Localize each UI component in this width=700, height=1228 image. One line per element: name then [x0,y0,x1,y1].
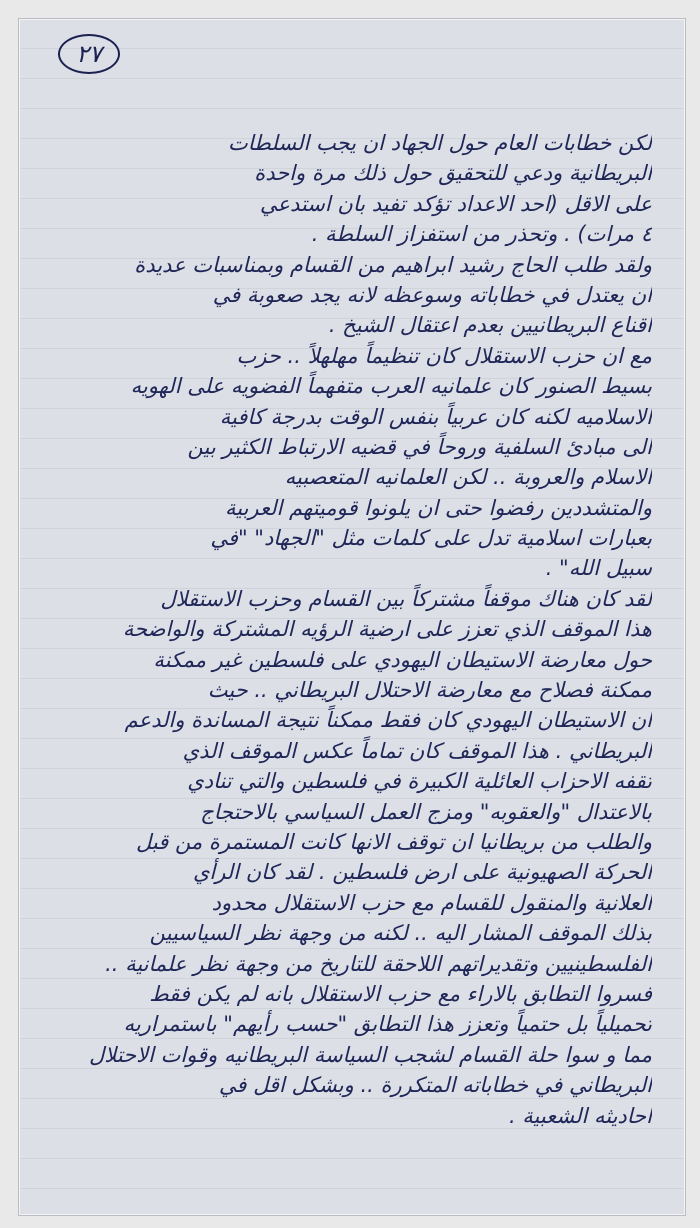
text-line: البريطانية ودعي للتحقيق حول ذلك مرة واحدة [254,161,652,186]
text-line: بعبارات اسلامية تدل على كلمات مثل "الجهاد" "في [210,526,652,551]
text-line: ان يعتدل في خطاباته وسوعظه لانه يجد صعوبة في [212,282,652,307]
text-line: تقفه الاحزاب العائلية الكبيرة في فلسطين والتي تنادي [187,769,652,794]
text-line: والمتشددين رفضوا حتى ان يلونوا قوميتهم العربية [224,495,652,520]
text-line: الاسلاميه لكنه كان عربياً بنفس الوقت بدرجة كافية [219,404,652,429]
text-line: الفلسطينيين وتقديراتهم اللاحقة للتاريخ من وجهة نظر علمانية .. [105,951,652,976]
text-line: والطلب من بريطانيا ان توقف الانها كانت المستمرة من قبل [136,829,652,854]
circled-page-number [58,34,120,74]
text-line: مع ان حزب الاستقلال كان تنظيماً مهلهلاً .. حزب [236,343,652,368]
text-line: مما و سوا حلة القسام لشجب السياسة البريطانيه وقوات الاحتلال [89,1042,652,1067]
text-line: على الاقل (احد الاعداد تؤكد تفيد بان استدعي [259,191,652,216]
text-line: ممكنة فصلاح مع معارضة الاحتلال البريطاني .. حيث [207,678,652,703]
text-line: لكن خطابات العام حول الجهاد ان يجب السلطات [228,131,652,155]
text-line: بالاعتدال "والعقوبه" ومزج العمل السياسي بالاحتجاج [200,799,652,824]
text-line: العلانية والمنقول للقسام مع حزب الاستقلال محدود [211,890,652,915]
text-line: حول معارضة الاستيطان اليهودي على فلسطين غير ممكنة [153,647,652,672]
text-line: تحميلياً بل حتمياً وتعزز هذا التطابق "حسب رأيهم" باستمراريه [123,1012,652,1037]
text-line: البريطاني . هذا الموقف كان تماماً عكس الموقف الذي [182,738,652,763]
text-line: سبيل الله" . [545,556,652,581]
handwritten-text-block [40,128,652,1131]
text-line: بذلك الموقف المشار اليه .. لكنه من وجهة نظر السياسيين [149,921,652,946]
text-line: البريطاني في خطاباته المتكررة .. وبشكل اقل في [218,1073,652,1098]
text-line: الى مبادئ السلفية وروحاً في قضيه الارتباط الكثير بين [187,434,652,459]
text-line: فسروا التطابق بالاراء مع حزب الاستقلال بانه لم يكن فقط [149,981,652,1006]
page-number-text: ٢٧ [76,40,102,68]
text-line: احاديثه الشعبية . [508,1103,652,1128]
text-line: ٤ مرات) . وتحذر من استفزاز السلطة . [311,222,652,247]
text-line: الحركة الصهيونية على ارض فلسطين . لقد كان الرأي [192,860,652,885]
text-line: اقناع البريطانيين بعدم اعتقال الشيخ . [328,313,652,338]
text-line: لقد كان هناك موقفاً مشتركاً بين القسام وحزب الاستقلال [160,586,652,611]
text-line: ان الاستيطان اليهودي كان فقط ممكناً نتيجة المساندة والدعم [124,708,652,733]
text-line: ولقد طلب الحاج رشيد ابراهيم من القسام وبمناسبات عديدة [134,252,652,277]
text-line: بسيط الصنور كان علمانيه العرب متفهماً الفضويه على الهويه [130,374,652,399]
text-line: الاسلام والعروبة .. لكن العلمانيه المتعصبيه [284,465,652,490]
text-line: هذا الموقف الذي تعزز على ارضية الرؤيه المشتركة والواضحة [122,617,652,642]
